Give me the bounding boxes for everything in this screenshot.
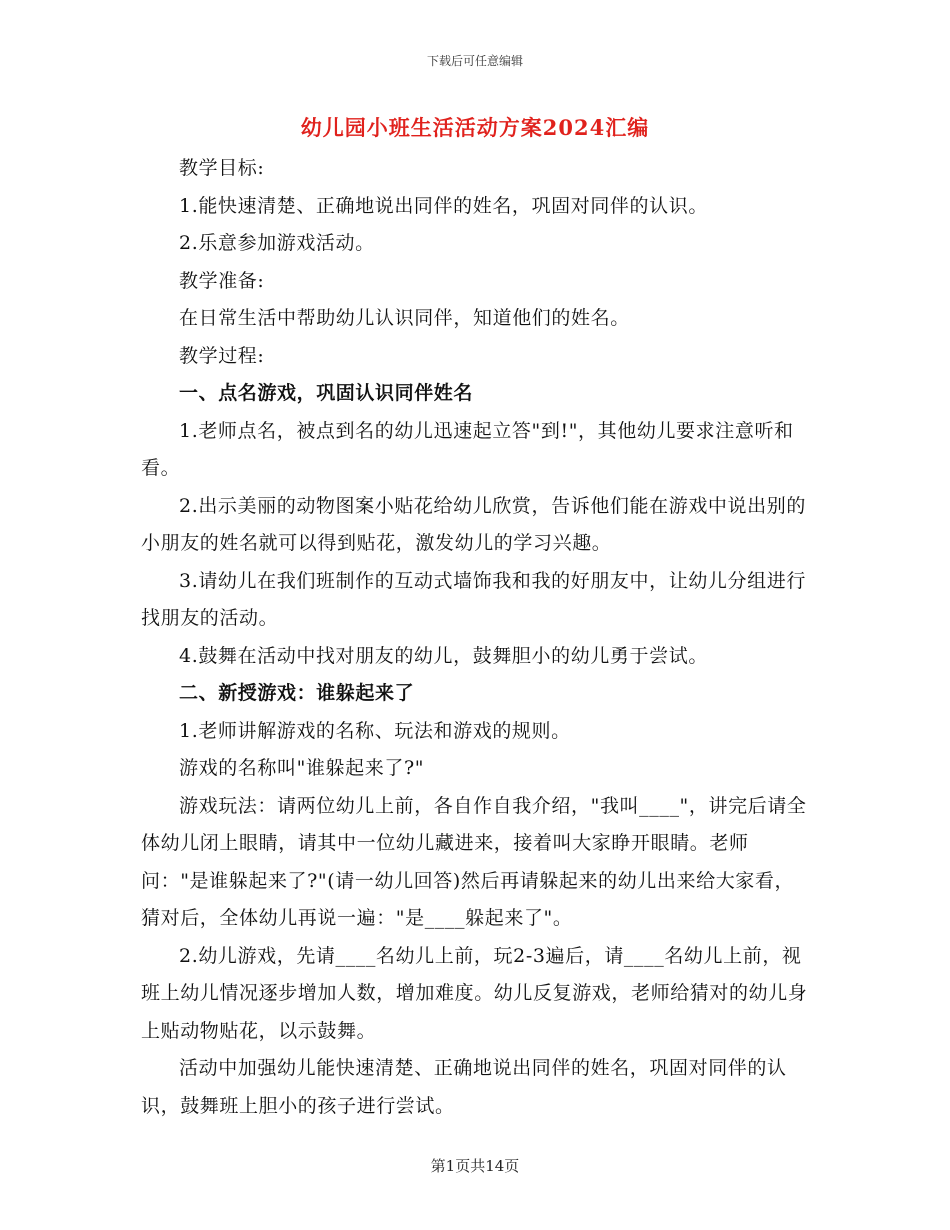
paragraph: 4.鼓舞在活动中找对朋友的幼儿，鼓舞胆小的幼儿勇于尝试。: [179, 644, 708, 667]
paragraph: 1.能快速清楚、正确地说出同伴的姓名，巩固对同伴的认识。: [179, 194, 708, 217]
paragraph: 3.请幼儿在我们班制作的互动式墙饰我和我的好朋友中，让幼儿分组进行找朋友的活动。: [141, 569, 806, 629]
header-note: 下载后可任意编辑: [426, 54, 523, 68]
paragraph: 教学目标:: [179, 157, 265, 179]
paragraph: 1.老师点名，被点到名的幼儿迅速起立答"到!"，其他幼儿要求注意听和看。: [141, 419, 794, 479]
document-title: 幼儿园小班生活活动方案2024汇编: [300, 115, 650, 140]
paragraph: 2.出示美丽的动物图案小贴花给幼儿欣赏，告诉他们能在游戏中说出别的小朋友的姓名就可以得到贴花，激发幼儿的学习兴趣。: [141, 494, 806, 554]
paragraph: 活动中加强幼儿能快速清楚、正确地说出同伴的姓名，巩固对同伴的认识，鼓舞班上胆小的孩子进行尝试。: [141, 1057, 787, 1117]
paragraph: 游戏玩法：请两位幼儿上前，各自作自我介绍，"我叫____"，讲完后请全体幼儿闭上眼睛，请其中一位幼儿藏进来，接着叫大家睁开眼睛。老师问："是谁躲起来了?"(请一幼儿回答)然后再请躲起来的幼儿出来给大家看，猜对后，全体幼儿再说一遍："是____躲起来了"。: [141, 794, 807, 929]
document-body: [141, 150, 809, 1125]
section-heading: 一、点名游戏，巩固认识同伴姓名: [179, 382, 474, 404]
paragraph: 2.乐意参加游戏活动。: [179, 232, 375, 254]
paragraph: 教学过程:: [179, 344, 265, 367]
paragraph: 游戏的名称叫"谁躲起来了?": [179, 757, 425, 779]
paragraph: 2.幼儿游戏，先请____名幼儿上前，玩2-3遍后，请____名幼儿上前，视班上幼儿情况逐步增加人数，增加难度。幼儿反复游戏，老师给猜对的幼儿身上贴动物贴花，以示鼓舞。: [141, 944, 808, 1042]
section-heading: 二、新授游戏：谁躲起来了: [179, 682, 415, 704]
page-number: 第1页共14页: [430, 1157, 520, 1175]
paragraph: 1.老师讲解游戏的名称、玩法和游戏的规则。: [179, 719, 571, 742]
paragraph: 在日常生活中帮助幼儿认识同伴，知道他们的姓名。: [179, 307, 630, 329]
paragraph: 教学准备:: [179, 269, 265, 292]
